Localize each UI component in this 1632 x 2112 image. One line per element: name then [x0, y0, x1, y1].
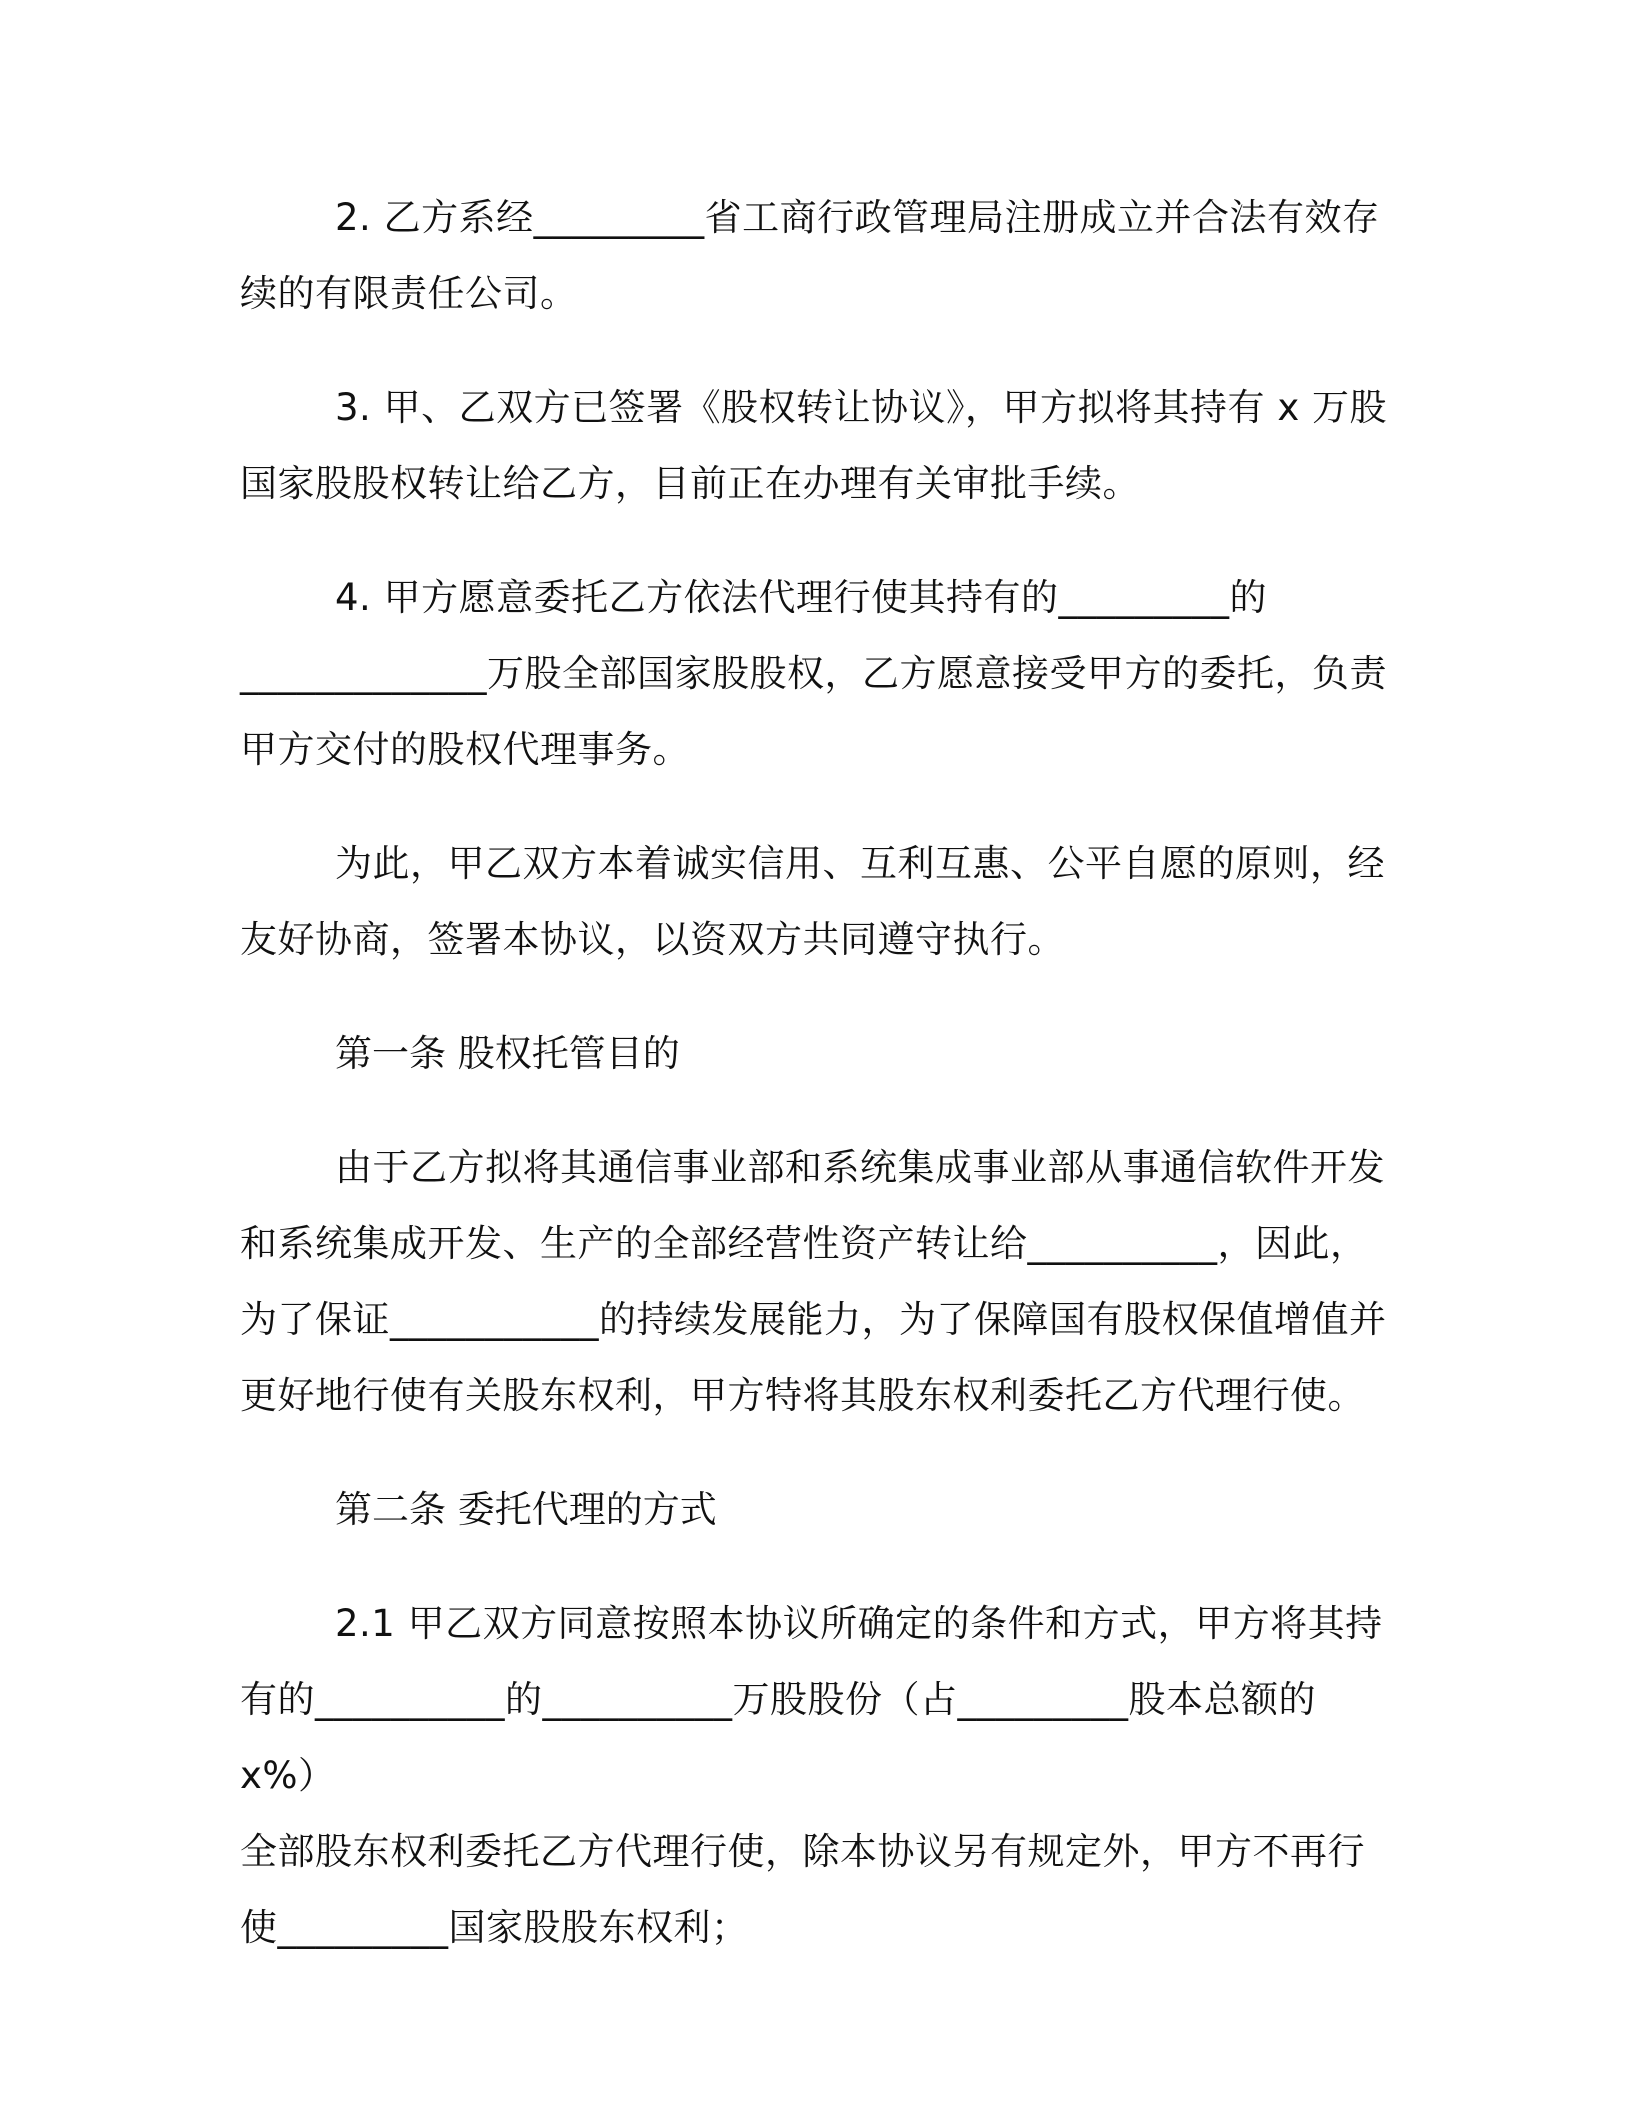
- text-line: 全部股东权利委托乙方代理行使，除本协议另有规定外，甲方不再行: [240, 1830, 1365, 1873]
- text-line: 4. 甲方愿意委托乙方依法代理行使其持有的_________的: [335, 576, 1268, 619]
- text-line: 为此，甲乙双方本着诚实信用、互利互惠、公平自愿的原则，经: [335, 842, 1385, 885]
- text-line: 甲方交付的股权代理事务。: [240, 728, 690, 771]
- text-line: 和系统集成开发、生产的全部经营性资产转让给__________，因此，: [240, 1222, 1368, 1265]
- text-line: 2.1 甲乙双方同意按照本协议所确定的条件和方式，甲方将其持: [335, 1602, 1383, 1645]
- text-line: 更好地行使有关股东权利，甲方特将其股东权利委托乙方代理行使。: [240, 1374, 1365, 1417]
- paragraph-article-1: [240, 1130, 1390, 1434]
- document-body: [240, 180, 1390, 2004]
- article-2-heading: 第二条 委托代理的方式: [335, 1488, 717, 1531]
- paragraph-preamble: [240, 826, 1390, 978]
- text-line: 续的有限责任公司。: [240, 272, 578, 315]
- text-line: 国家股股权转让给乙方，目前正在办理有关审批手续。: [240, 462, 1140, 505]
- paragraph-clause-2: [240, 180, 1390, 332]
- text-line: 友好协商，签署本协议，以资双方共同遵守执行。: [240, 918, 1065, 961]
- text-line: 由于乙方拟将其通信事业部和系统集成事业部从事通信软件开发: [335, 1146, 1385, 1189]
- text-line: 为了保证___________的持续发展能力，为了保障国有股权保值增值并: [240, 1298, 1387, 1341]
- article-1-heading: 第一条 股权托管目的: [335, 1032, 680, 1075]
- paragraph-clause-3: [240, 370, 1390, 522]
- text-line: 3. 甲、乙双方已签署《股权转让协议》，甲方拟将其持有 x 万股: [335, 386, 1387, 429]
- text-line: 使_________国家股股东权利；: [240, 1906, 749, 1949]
- paragraph-clause-4: [240, 560, 1390, 788]
- paragraph-article-2-1: [240, 1586, 1390, 1966]
- text-line: 有的__________的__________万股股份（占_________股本总额的 x%）: [240, 1678, 1316, 1797]
- text-line: 2. 乙方系经_________省工商行政管理局注册成立并合法有效存: [335, 196, 1380, 239]
- text-line: _____________万股全部国家股股权，乙方愿意接受甲方的委托，负责: [240, 652, 1387, 695]
